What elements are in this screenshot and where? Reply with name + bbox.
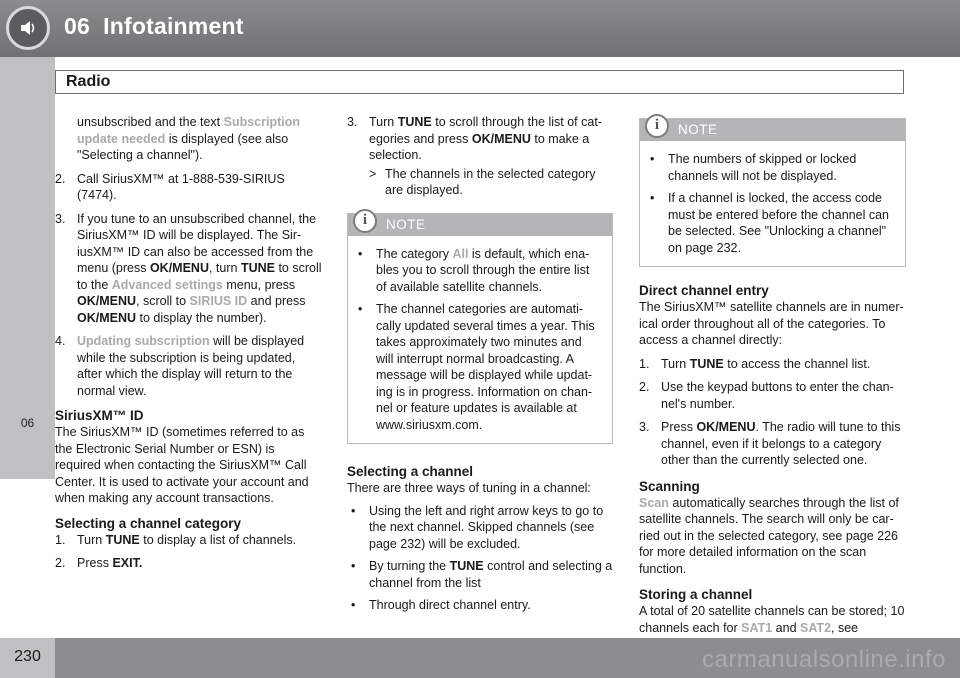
chapter-title: 06 Infotainment <box>64 13 244 39</box>
section-body: The SiriusXM™ ID (sometimes referred to as the Electronic Serial Number or ESN) is required when contacting the SiriusXM™ Call Center. It is used to activate your account and when making any account transactions. <box>55 425 309 505</box>
step-3: 3. Press OK/MENU. The radio will tune to this channel, even if it belongs to a category other than the currently selected one. <box>639 420 901 467</box>
method-bullet: • Using the left and right arrow keys to go to the next channel. Skipped channels (see page 232) will be excluded. <box>351 503 604 551</box>
method-bullet: • By turning the TUNE control and selecting a channel from the list <box>351 559 613 590</box>
section-heading: Scanning <box>639 478 700 494</box>
info-icon: i <box>353 209 377 233</box>
siriusxm-id-section <box>55 408 323 507</box>
section-heading: Direct channel entry <box>639 283 769 298</box>
step-1: 1. Turn TUNE to display a list of channels. <box>55 532 297 547</box>
note-title: NOTE <box>386 216 426 232</box>
note-bullet: • The category All is default, which ena-bles you to scroll through the entire list of available satellite channels. <box>358 246 590 294</box>
note-bullet: • The numbers of skipped or locked channels will not be displayed. <box>650 152 857 183</box>
storing-section <box>639 587 906 636</box>
section-heading: Storing a channel <box>639 587 753 602</box>
section-body: A total of 20 satellite channels can be stored; 10 channels each for SAT1 and SAT2, see <box>639 604 905 635</box>
step-1: 1. Turn TUNE to access the channel list. <box>639 356 871 371</box>
chapter-header <box>0 0 960 57</box>
section-body: The SiriusXM™ satellite channels are in numer-ical order throughout all of the categories. To access a channel directly: <box>639 300 904 347</box>
speaker-icon <box>6 6 50 50</box>
section-body: Scan automatically searches through the list of satellite channels. The search will only be car-ried out in the selected category, see page 226 for more detailed information on the scan function. <box>639 495 899 576</box>
page-footer <box>0 638 960 678</box>
step-4: 4. Updating subscription will be displayed while the subscription is being updated, after which the display will return to the normal view. <box>55 334 305 398</box>
section-title: Radio <box>66 73 111 90</box>
note-body <box>348 236 612 444</box>
paragraph-continued: unsubscribed and the text Subscription update needed is displayed (see also "Selecting a channel"). <box>77 115 301 162</box>
page-number: 230 <box>14 648 41 665</box>
section-intro: There are three ways of tuning in a channel: <box>347 481 591 495</box>
channel-category-section <box>55 516 323 572</box>
step-2: 2. Use the keypad buttons to enter the chan-nel's number. <box>639 380 894 411</box>
column-1 <box>55 114 323 579</box>
section-heading: Selecting a channel <box>347 464 474 479</box>
info-icon: i <box>645 114 669 138</box>
step-3: 3. Turn TUNE to scroll through the list of cat-egories and press OK/MENU to make a selection. > The channels in the selected category are displayed. <box>347 114 613 199</box>
note-box <box>347 213 613 445</box>
direct-entry-section <box>639 283 906 469</box>
side-tab-label: 06 <box>20 416 35 430</box>
page-number-box <box>0 638 55 678</box>
chapter-side-tab <box>0 57 55 479</box>
note-body <box>640 141 905 266</box>
note-header <box>348 211 612 236</box>
selecting-channel-section <box>347 464 613 614</box>
note-bullet: • The channel categories are automati-cally updated several times a year. This takes approximately two minutes and will interrupt normal broadcasting. A message will be displayed while updat-ing is in progress. Information on chan-nel or feature updates is available at www.siriusxm.com. <box>358 302 595 432</box>
method-bullet: • Through direct channel entry. <box>351 598 531 612</box>
column-2 <box>347 114 613 620</box>
note-box <box>639 118 906 267</box>
note-title: NOTE <box>678 122 718 137</box>
step-2: 2. Press EXIT. <box>55 556 143 570</box>
step-result: > The channels in the selected category are displayed. <box>369 166 596 197</box>
section-heading: Selecting a channel category <box>55 515 242 531</box>
column-3 <box>639 114 906 636</box>
step-2: 2. Call SiriusXM™ at 1-888-539-SIRIUS (7474). <box>55 171 285 202</box>
section-heading: SiriusXM™ ID <box>55 408 144 423</box>
watermark: carmanualsonline.info <box>702 646 946 673</box>
step-3: 3. If you tune to an unsubscribed channel, the SiriusXM™ ID will be displayed. The Sir-iusXM™ ID can also be accessed from the menu (press OK/MENU, turn TUNE to scroll to the Advanced settings menu, press OK/MENU, scroll to SIRIUS ID and press OK/MENU to display the number). <box>55 211 322 325</box>
note-bullet: • If a channel is locked, the access code must be entered before the channel can be selected. See "Unlocking a channel" on page 232. <box>650 191 889 255</box>
note-header <box>640 119 905 141</box>
scanning-section <box>639 479 906 578</box>
section-bar <box>55 70 904 94</box>
